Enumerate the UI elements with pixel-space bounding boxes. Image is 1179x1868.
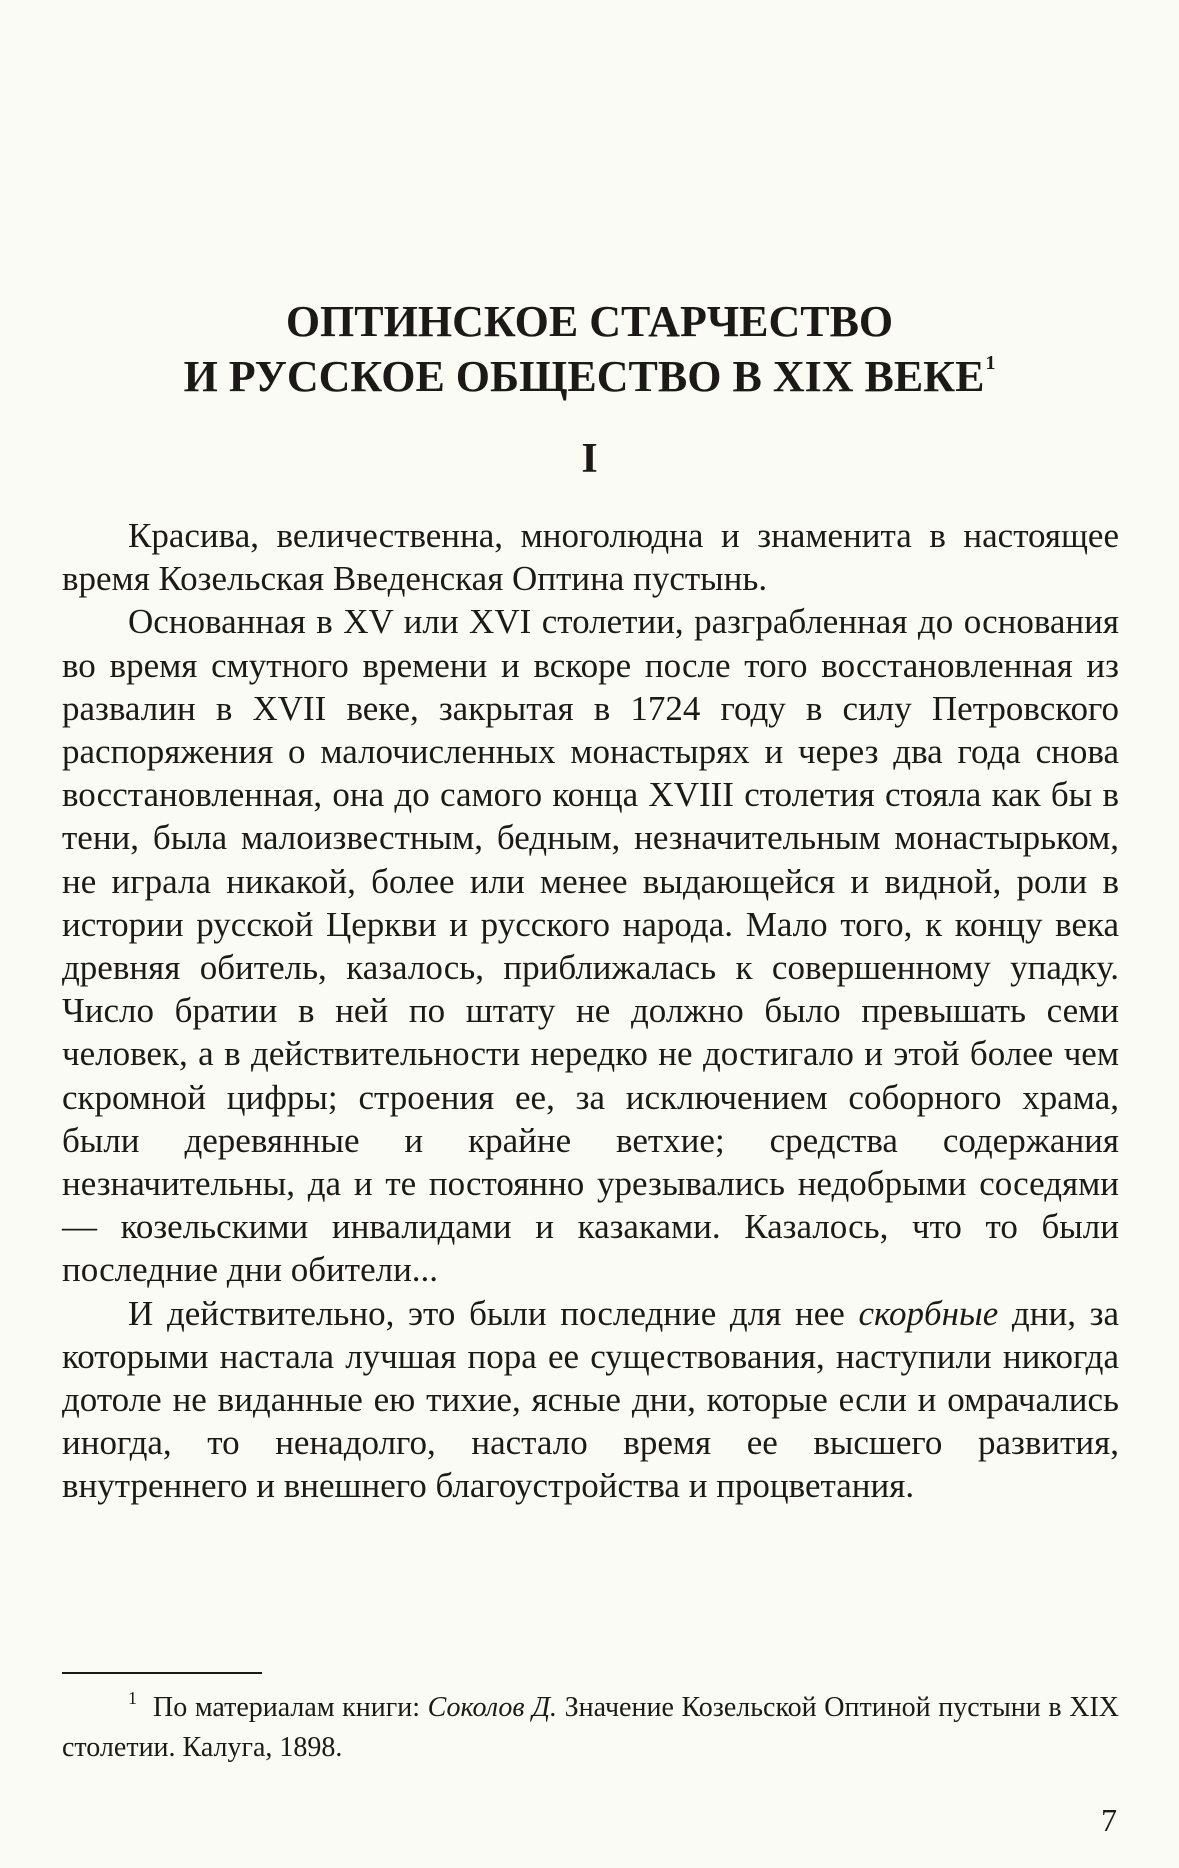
paragraph-2: Основанная в XV или XVI столетии, разграбленная до основания во время смутного времени и вскоре после того восстановленная из развалин в XVII веке, закрытая в 1724 году в силу Петровского распоряжения о малочисленных монастырях и через два года снова восстановленная, она до самого конца XVIII столетия стояла как бы в тени, была малоизвестным, бедным, незначительным монастырьком, не играла никакой, более или менее выдающейся и видной, роли в истории русской Церкви и русского народа. Мало того, к концу века древняя обитель, казалось, приближалась к совершенному упадку. Число братии в ней по штату не должно было превышать семи человек, а в действительности нередко не достигало и этой более чем скромной цифры; строения ее, за исключением соборного храма, были деревянные и крайне ветхие; средства содержания незначительны, да и те постоянно урезывались недобрыми соседями — козельскими инвалидами и казаками. Казалось, что то были последние дни обители... — [62, 602, 1119, 1290]
paragraph-3: И действительно, это были последние для нее скорбные дни, за которыми настала лучшая пора ее существования, наступили никогда дотоле не виданные ею тихие, ясные дни, которые если и омрачались иногда, то ненадолго, настало время ее высшего развития, внутреннего и внешнего благоустройства и процветания. — [62, 1293, 1119, 1506]
chapter-title-line-1: ОПТИНСКОЕ СТАРЧЕСТВО — [285, 297, 894, 346]
footnote-mark: 1 — [128, 1688, 137, 1708]
emphasis-text: скорбные — [858, 1293, 999, 1333]
page-number: 7 — [1101, 1802, 1117, 1838]
footnote: $^1$ По материалам книги: Соколов Д. Значение Козельской Оптиной пустыни в XIX столетии. Калуга, 1898. — [62, 1688, 1119, 1763]
footnote-reference[interactable]: 1 — [985, 352, 996, 374]
section-number: I — [581, 436, 598, 482]
footnote-divider — [62, 1672, 262, 1674]
chapter-title-line-2: И РУССКОЕ ОБЩЕСТВО В XIX ВЕКЕ$^1$ — [183, 352, 996, 401]
paragraph-1: Красива, величественна, многолюдна и знаменита в настоящее время Козельская Введенская Оптина пустынь. — [62, 516, 1119, 599]
footnote-author: Соколов Д. — [427, 1692, 558, 1723]
body-text — [62, 514, 1119, 1508]
